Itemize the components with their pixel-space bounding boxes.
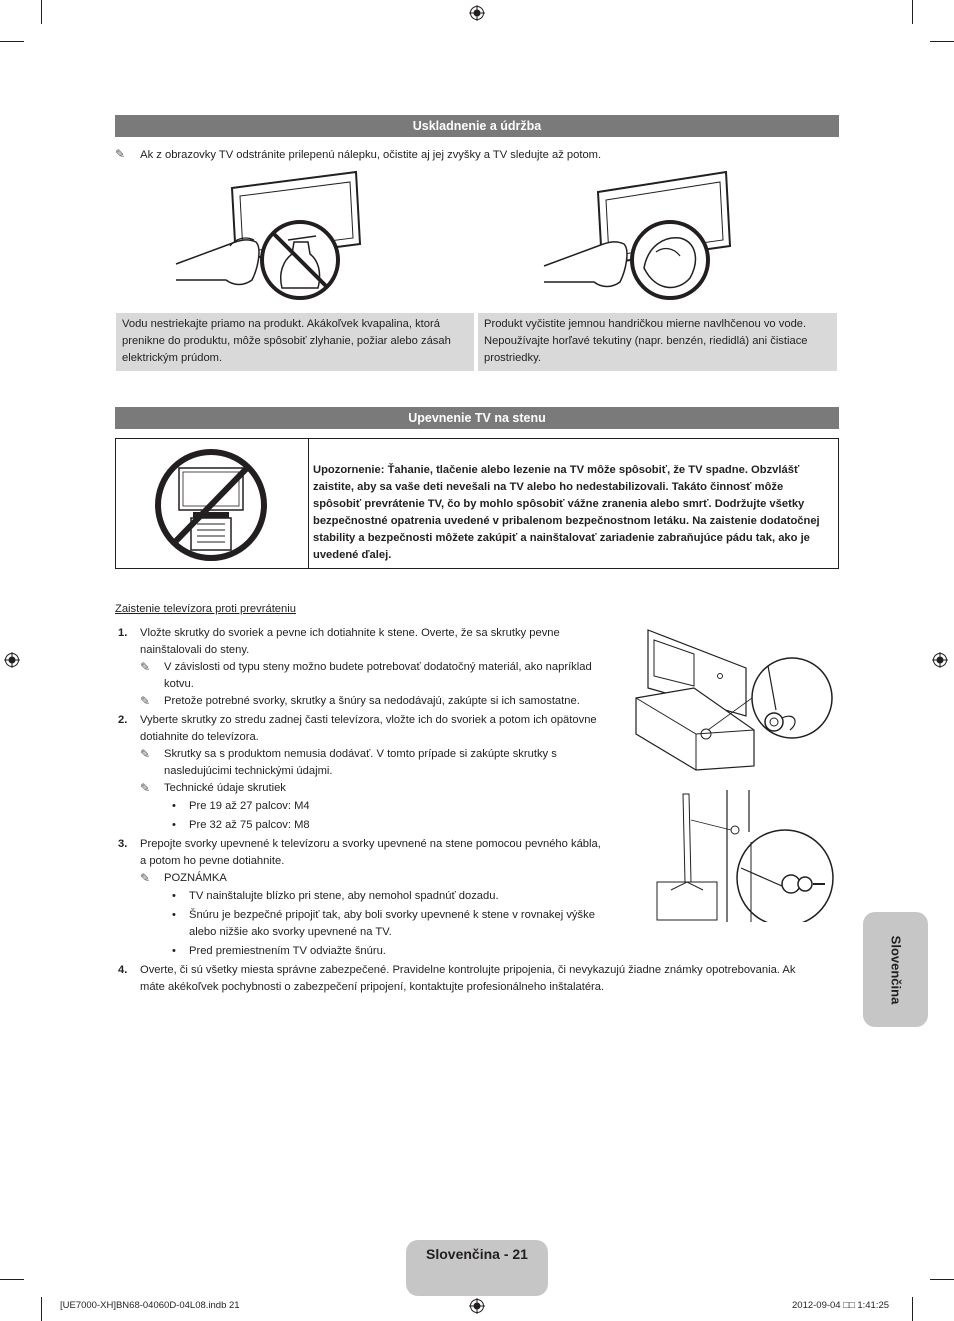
- page-number-label: Slovenčina - 21: [426, 1246, 528, 1262]
- cloth-wipe-illustration: [540, 168, 740, 300]
- crop-mark: [41, 1297, 42, 1321]
- language-side-tab: [863, 912, 928, 1027]
- cleaning-note: [115, 146, 835, 164]
- section-header-wall-mount: Upevnenie TV na stenu: [115, 407, 839, 429]
- pencil-note-icon: ✎: [140, 747, 151, 761]
- pencil-note-icon: ✎: [140, 694, 151, 708]
- step-note: [140, 693, 610, 710]
- step-1: [115, 625, 610, 710]
- caption-cloth: Produkt vyčistite jemnou handričkou mierne navlhčenou vo vode. Nepoužívajte horľavé tekutiny (napr. benzén, riedidlá) ani čistiace prostriedky.: [478, 313, 837, 371]
- step-4: [115, 962, 815, 996]
- step-number: 4.: [118, 964, 128, 976]
- no-climbing-tv-icon: [153, 448, 269, 562]
- crop-mark: [41, 0, 42, 24]
- step-text: Vložte skrutky do svoriek a pevne ich dotiahnite k stene. Overte, že sa skrutky pevne nainštalovali do steny.: [140, 627, 560, 656]
- wall-clamp-illustration: [655, 790, 835, 922]
- crop-mark: [0, 41, 24, 42]
- language-side-tab-label: Slovenčina: [888, 935, 903, 1004]
- cleaning-note-text: Ak z obrazovky TV odstránite prilepenú nálepku, očistite aj jej zvyšky a TV sledujte až potom.: [140, 149, 602, 161]
- crop-mark: [0, 1279, 24, 1280]
- pencil-note-icon: ✎: [140, 781, 151, 795]
- pencil-note-icon: ✎: [140, 871, 151, 885]
- caption-no-spray: Vodu nestriekajte priamo na produkt. Akákoľvek kvapalina, ktorá prenikne do produktu, môže spôsobiť zlyhanie, požiar alebo zásah elektrickým prúdom.: [116, 313, 474, 371]
- section-header-storage: Uskladnenie a údržba: [115, 115, 839, 137]
- bullet-item: • Pred premiestnením TV odviažte šnúru.: [164, 942, 610, 961]
- pencil-note-icon: ✎: [140, 660, 151, 674]
- registration-mark-icon: [4, 652, 20, 668]
- registration-mark-icon: [932, 652, 948, 668]
- footer-file: [UE7000-XH]BN68-04060D-04L08.indb 21: [60, 1300, 240, 1311]
- note-text: Skrutky sa s produktom nemusia dodávať. V tomto prípade si zakúpte skrutky s nasledujúcimi technickými údajmi.: [164, 748, 557, 777]
- step-text: Vyberte skrutky zo stredu zadnej časti televízora, vložte ich do svoriek a potom ich opätovne dotiahnite do televízora.: [140, 714, 597, 743]
- note-text: Technické údaje skrutiek: [164, 782, 286, 794]
- step-2-main: [115, 712, 610, 746]
- page-number-tab: [406, 1240, 548, 1296]
- crop-mark: [930, 41, 954, 42]
- warning-box-divider: [308, 439, 309, 568]
- step-text: Prepojte svorky upevnené k televízoru a svorky upevnené na stene pomocou pevného kábla, a potom ho pevne dotiahnite.: [140, 838, 601, 867]
- registration-mark-icon: [469, 5, 485, 21]
- bullet-item: • Pre 32 až 75 palcov: M8: [164, 816, 610, 835]
- note-text: POZNÁMKA: [164, 872, 227, 884]
- step-2: [115, 712, 610, 835]
- crop-mark: [912, 0, 913, 24]
- note-text: Pretože potrebné svorky, skrutky a šnúry sa nedodávajú, zakúpte si ich samostatne.: [164, 695, 580, 707]
- footer-timestamp: 2012-09-04 □□ 1:41:25: [792, 1300, 890, 1311]
- crop-mark: [912, 1297, 913, 1321]
- step-number: 1.: [118, 627, 128, 639]
- step-4-main: [115, 962, 815, 996]
- step-3-main: [115, 836, 610, 870]
- step-note: [140, 746, 610, 780]
- step-note: [140, 870, 610, 887]
- warning-text: Upozornenie: Ťahanie, tlačenie alebo lezenie na TV môže spôsobiť, že TV spadne. Obzvlášť zaistite, aby sa vaše deti nevešali na TV alebo ho nedestabilizovali. Takáto činnosť môže spôsobiť prevrátenie TV, čo by mohlo spôsobiť vážne zranenia alebo smrť. Dodržujte všetky bezpečnostné opatrenia uvedené v pribalenom bezpečnostnom letáku. Na zaistenie dodatočnej stability a bezpečnosti môžete zakúpiť a nainštalovať zariadenie zabraňujúce pádu tak, ako je uvedené ďalej.: [313, 464, 820, 561]
- step-number: 3.: [118, 838, 128, 850]
- pencil-note-icon: ✎: [115, 147, 126, 161]
- step-1-main: [115, 625, 610, 659]
- step-number: 2.: [118, 714, 128, 726]
- step-note: [140, 659, 610, 693]
- bullet-item: • Pre 19 až 27 palcov: M4: [164, 797, 610, 816]
- step-note: [140, 780, 610, 797]
- no-spray-illustration: [170, 168, 370, 300]
- step-text: Overte, či sú všetky miesta správne zabezpečené. Pravidelne kontrolujte pripojenia, či nevykazujú žiadne známky opotrebovania. Ak máte akékoľvek pochybnosti o zabezpečení pripojení, kontaktujte profesionálneho inštalatéra.: [140, 964, 796, 993]
- step-3: [115, 836, 610, 961]
- note-text: V závislosti od typu steny možno budete potrebovať dodatočný materiál, ako napríklad kotvu.: [164, 661, 592, 690]
- subsection-title: Zaistenie televízora proti prevráteniu: [115, 603, 296, 615]
- tv-clamp-illustration: [634, 626, 834, 772]
- crop-mark: [930, 1279, 954, 1280]
- registration-mark-icon: [469, 1298, 485, 1314]
- bullet-item: • TV nainštalujte blízko pri stene, aby nemohol spadnúť dozadu.: [164, 887, 610, 906]
- bullet-item: • Šnúru je bezpečné pripojiť tak, aby boli svorky upevnené k stene v rovnakej výške alebo nižšie ako svorky upevnené na TV.: [164, 907, 610, 941]
